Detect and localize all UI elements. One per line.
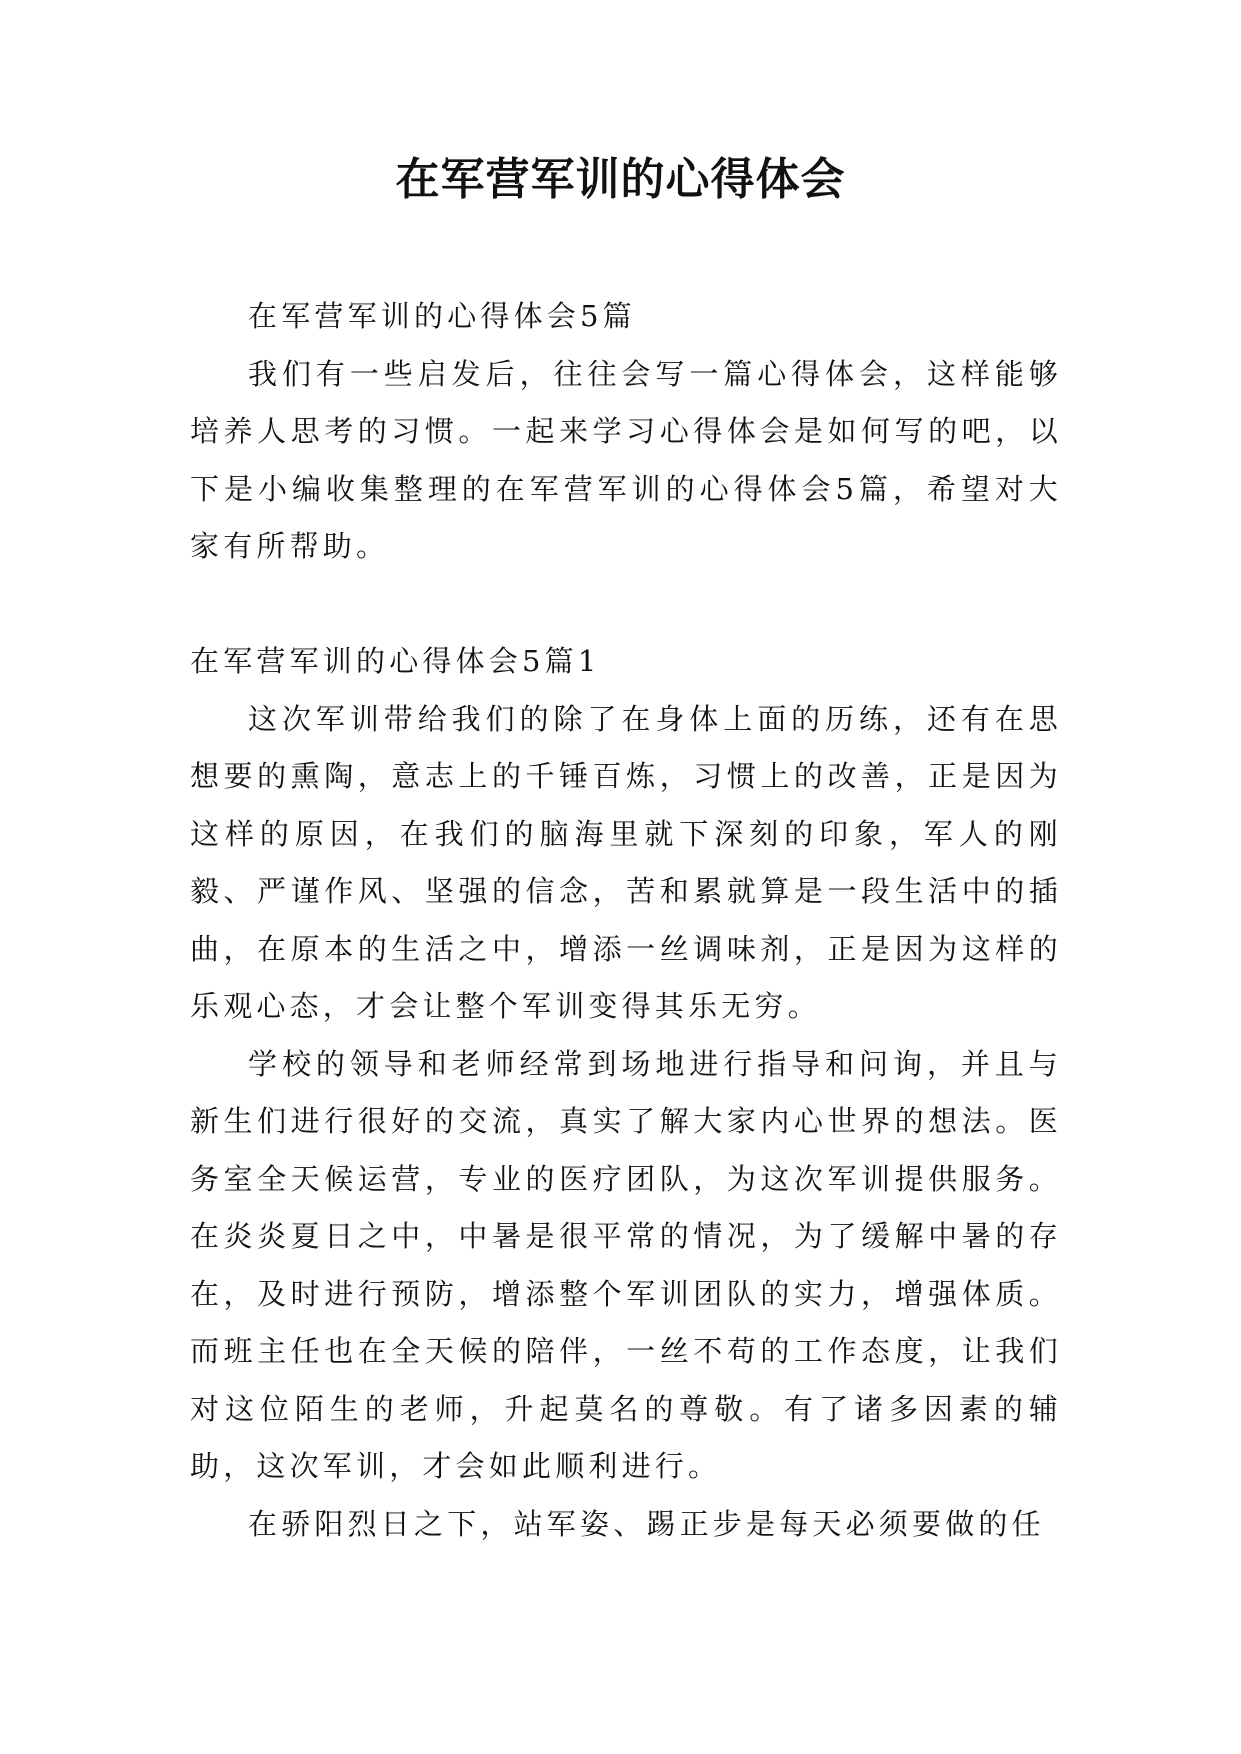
body-paragraph-3: 在骄阳烈日之下，站军姿、踢正步是每天必须要做的任 xyxy=(248,1506,1045,1541)
body-paragraph-1: 这次军训带给我们的除了在身体上面的历练，还有在思想要的熏陶，意志上的千锤百炼，习惯上的改善，正是因为这样的原因，在我们的脑海里就下深刻的印象，军人的刚毅、严谨作风、坚强的信念，苦和累就算是一段生活中的插曲，在原本的生活之中，增添一丝调味剂，正是因为这样的乐观心态，才会让整个军训变得其乐无穷。 xyxy=(190,701,1062,1023)
section-heading: 在军营军训的心得体会5篇1 xyxy=(190,644,601,678)
intro-paragraph: 我们有一些启发后，往往会写一篇心得体会，这样能够培养人思考的习惯。一起来学习心得体会是如何写的吧，以下是小编收集整理的在军营军训的心得体会5篇，希望对大家有所帮助。 xyxy=(190,356,1062,563)
document-title: 在军营军训的心得体会 xyxy=(395,154,846,205)
document-subtitle: 在军营军训的心得体会5篇 xyxy=(248,299,636,333)
section-spacer xyxy=(190,576,1062,634)
body-paragraph-2: 学校的领导和老师经常到场地进行指导和问询，并且与新生们进行很好的交流，真实了解大家内心世界的想法。医务室全天候运营，专业的医疗团队，为这次军训提供服务。在炎炎夏日之中，中暑是很平常的情况，为了缓解中暑的存在，及时进行预防，增添整个军训团队的实力，增强体质。而班主任也在全天候的陪伴，一丝不苟的工作态度，让我们对这位陌生的老师，升起莫名的尊敬。有了诸多因素的辅助，这次军训，才会如此顺利进行。 xyxy=(190,1046,1062,1483)
document-body xyxy=(190,288,1062,1553)
